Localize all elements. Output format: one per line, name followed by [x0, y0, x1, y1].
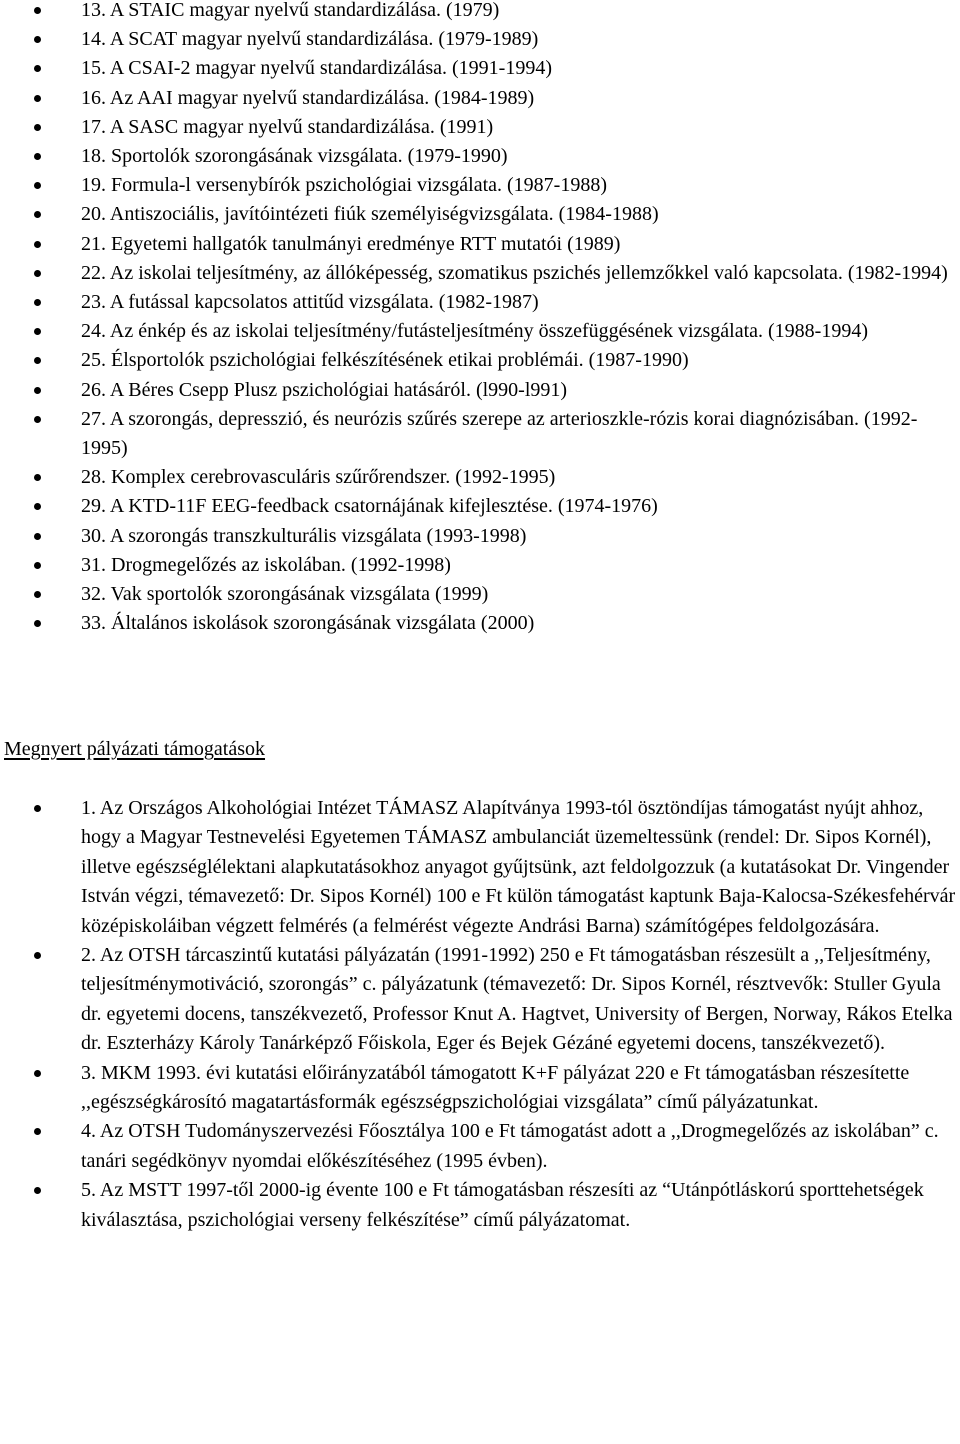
grant-item-text: 4. Az OTSH Tudományszervezési Főosztálya 100 e Ft támogatást adott a ,,Drogmegelőzés az iskolában” c. tanári segédkönyv nyomdai előkészítéséhez (1995 évben).: [81, 1120, 939, 1172]
project-item: [0, 54, 960, 83]
bullet-icon: [34, 562, 41, 569]
project-item: [0, 492, 960, 521]
project-item: [0, 376, 960, 405]
bullet-icon: [34, 299, 41, 306]
bullet-icon: [34, 1187, 41, 1194]
bullet-icon: [34, 36, 41, 43]
project-item-text: 16. Az AAI magyar nyelvű standardizálása. (1984-1989): [81, 86, 535, 109]
project-item-text: 17. A SASC magyar nyelvű standardizálása. (1991): [81, 115, 494, 138]
bullet-icon: [34, 182, 41, 189]
bullet-icon: [34, 1128, 41, 1135]
bullet-icon: [34, 328, 41, 335]
grant-item-text: 2. Az OTSH tárcaszintű kutatási pályázatán (1991-1992) 250 e Ft támogatásban részesült a ,,Teljesítmény, teljesítménymotiváció, szorongás” c. pályázatunk (témavezető: Dr. Sipos Kornél, résztvevők: Stuller Gyula dr. egyetemi docens, tanszékvezető, Professor Knut A. Hagtvet, University of Bergen, Norway, Rákos Etelka dr. Eszterházy Károly Tanárképző Főiskola, Eger és Bejek Gézáné egyetemi docens, tanszékvezető).: [81, 944, 953, 1055]
project-item-text: 20. Antiszociális, javítóintézeti fiúk személyiségvizsgálata. (1984-1988): [81, 203, 659, 226]
grant-item: [0, 794, 960, 941]
project-item: [0, 288, 960, 317]
project-item: [0, 25, 960, 54]
grant-item: [0, 941, 960, 1059]
bullet-icon: [34, 124, 41, 131]
grants-list: [0, 794, 960, 1235]
bullet-icon: [34, 474, 41, 481]
project-item-text: 21. Egyetemi hallgatók tanulmányi eredménye RTT mutatói (1989): [81, 232, 621, 255]
project-item: [0, 551, 960, 580]
project-item: [0, 0, 960, 25]
project-item: [0, 522, 960, 551]
project-item-text: 22. Az iskolai teljesítmény, az állóképesség, szomatikus pszichés jellemzőkkel való kapcsolata. (1982-1994): [81, 261, 948, 284]
bullet-icon: [34, 95, 41, 102]
project-item: [0, 346, 960, 375]
bullet-icon: [34, 387, 41, 394]
bullet-icon: [34, 357, 41, 364]
project-item-text: 28. Komplex cerebrovasculáris szűrőrendszer. (1992-1995): [81, 466, 556, 489]
grant-item-text: 3. MKM 1993. évi kutatási előirányzatából támogatott K+F pályázat 220 e Ft támogatásban részesítette ,,egészségkárosító magatartásformák egészségpszichológiai vizsgálata” című pályázatunkat.: [81, 1061, 910, 1114]
project-item-text: 13. A STAIC magyar nyelvű standardizálása. (1979): [81, 0, 500, 21]
project-item: [0, 580, 960, 609]
project-item-text: 27. A szorongás, depresszió, és neurózis szűrés szerepe az arterioszkle-rózis korai diagnózisában. (1992-1995): [81, 407, 918, 460]
project-item-text: 19. Formula-l versenybírók pszichológiai vizsgálata. (1987-1988): [81, 174, 607, 197]
research-projects-list: [0, 0, 960, 638]
project-item-text: 24. Az énkép és az iskolai teljesítmény/futásteljesítmény összefüggésének vizsgálata. (1988-1994): [81, 320, 868, 343]
grant-item: [0, 1117, 960, 1176]
project-item-text: 18. Sportolók szorongásának vizsgálata. (1979-1990): [81, 145, 508, 168]
grant-item-text: 5. Az MSTT 1997-től 2000-ig évente 100 e Ft támogatásban részesíti az “Utánpótláskorú sporttehetségek kiválasztása, pszichológiai verseny felkészítése” című pályázatomat.: [81, 1179, 924, 1231]
project-item: [0, 259, 960, 288]
project-item-text: 14. A SCAT magyar nyelvű standardizálása. (1979-1989): [81, 28, 539, 51]
project-item: [0, 84, 960, 113]
bullet-icon: [34, 7, 41, 14]
project-item: [0, 463, 960, 492]
project-item-text: 30. A szorongás transzkulturális vizsgálata (1993-1998): [81, 524, 527, 547]
grants-heading: Megnyert pályázati támogatások: [4, 738, 266, 760]
project-item: [0, 142, 960, 171]
project-item-text: 25. Élsportolók pszichológiai felkészítésének etikai problémái. (1987-1990): [81, 349, 689, 372]
bullet-icon: [34, 270, 41, 277]
bullet-icon: [34, 1070, 41, 1077]
project-item: [0, 609, 960, 638]
bullet-icon: [34, 241, 41, 248]
bullet-icon: [34, 533, 41, 540]
project-item-text: 29. A KTD-11F EEG-feedback csatornájának kifejlesztése. (1974-1976): [81, 495, 658, 518]
project-item-text: 31. Drogmegelőzés az iskolában. (1992-1998): [81, 553, 451, 576]
grant-item: [0, 1059, 960, 1118]
project-item: [0, 405, 960, 463]
bullet-icon: [34, 591, 41, 598]
project-item-text: 33. Általános iskolások szorongásának vizsgálata (2000): [81, 612, 535, 635]
project-item: [0, 230, 960, 259]
project-item: [0, 200, 960, 229]
grant-item: [0, 1176, 960, 1235]
project-item: [0, 171, 960, 200]
bullet-icon: [34, 153, 41, 160]
project-item: [0, 317, 960, 346]
project-item-text: 23. A futással kapcsolatos attitűd vizsgálata. (1982-1987): [81, 291, 539, 314]
project-item: [0, 113, 960, 142]
bullet-icon: [34, 416, 41, 423]
bullet-icon: [34, 620, 41, 627]
bullet-icon: [34, 503, 41, 510]
project-item-text: 15. A CSAI-2 magyar nyelvű standardizálása. (1991-1994): [81, 57, 553, 80]
bullet-icon: [34, 211, 41, 218]
project-item-text: 26. A Béres Csepp Plusz pszichológiai hatásáról. (l990-l991): [81, 378, 568, 401]
bullet-icon: [34, 805, 41, 812]
bullet-icon: [34, 65, 41, 72]
bullet-icon: [34, 952, 41, 959]
grant-item-text: 1. Az Országos Alkohológiai Intézet TÁMASZ Alapítványa 1993-tól ösztöndíjas támogatást nyújt ahhoz, hogy a Magyar Testnevelési Egyetemen TÁMASZ ambulanciát üzemeltessünk (rendel: Dr. Sipos Kornél), illetve egészséglélektani alapkutatásokhoz anyagot gyűjtsünk, azt feldolgozzuk (a kutatásokat Dr. Vingender István végzi, témavezető: Dr. Sipos Kornél) 100 e Ft külön támogatást kaptunk Baja-Kalocsa-Székesfehérvár középiskoláiban végzett felmérés (a felmérést végezte Andrási Barna) számítógépes feldolgozására.: [81, 797, 956, 937]
project-item-text: 32. Vak sportolók szorongásának vizsgálata (1999): [81, 583, 489, 606]
